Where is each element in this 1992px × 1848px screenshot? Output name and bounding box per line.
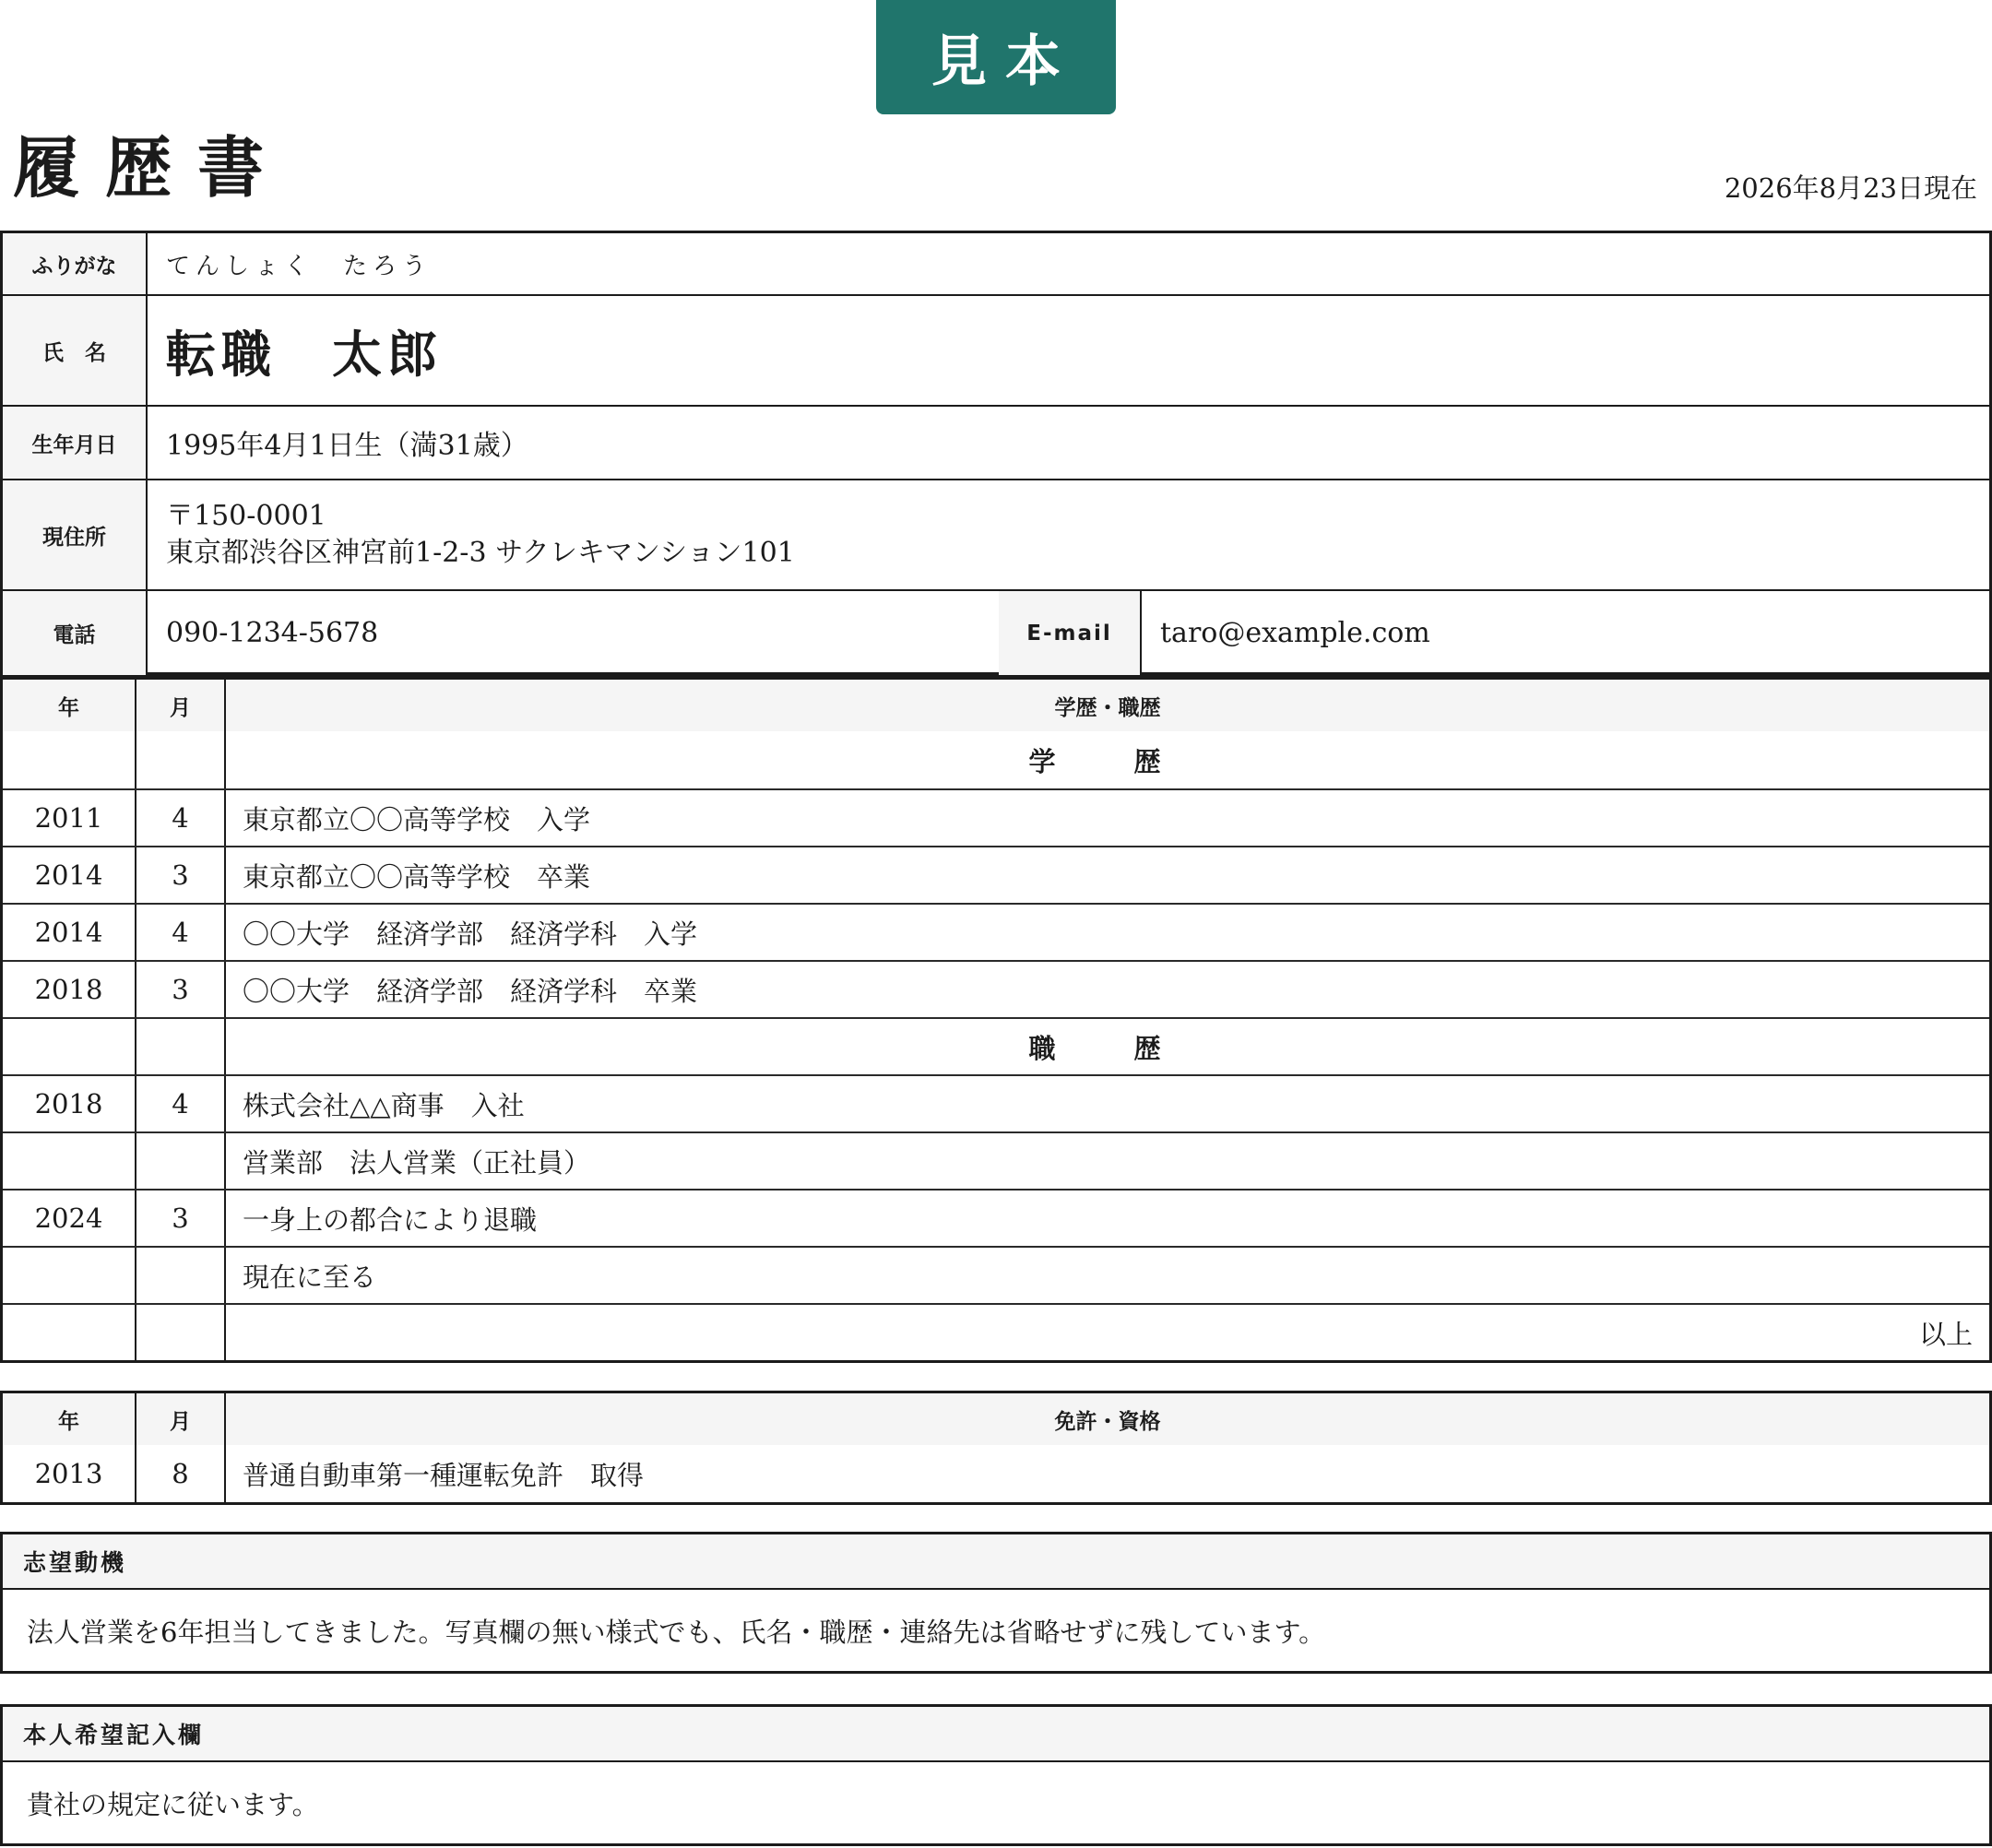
content-header: 免許・資格: [1054, 1409, 1161, 1434]
row-text: 〇〇大学 経済学部 経済学科 入学: [243, 918, 698, 950]
row-year: 2024: [3, 1191, 136, 1246]
birth-label: 生年月日: [3, 407, 148, 479]
row-text: 現在に至る: [243, 1261, 377, 1293]
row-month: 3: [136, 962, 226, 1017]
postal-code: 〒150-0001: [166, 500, 326, 532]
row-year: [3, 1019, 136, 1074]
row-month: 3: [136, 847, 226, 903]
row-text: 東京都立〇〇高等学校 入学: [243, 803, 591, 835]
row-month: 4: [136, 790, 226, 846]
education-work-history-table: [0, 677, 1992, 1363]
table-row: [3, 1131, 1989, 1189]
row-text: 普通自動車第一種運転免許 取得: [243, 1459, 645, 1491]
row-text: 〇〇大学 経済学部 経済学科 卒業: [243, 975, 698, 1007]
furigana-label: ふりがな: [3, 233, 148, 294]
furigana-row: [3, 233, 1989, 296]
year-header: 年: [3, 1393, 136, 1445]
end-marker: 以上: [1918, 1318, 1973, 1350]
row-month: 4: [136, 905, 226, 960]
year-header: 年: [3, 680, 136, 731]
row-year: [3, 1133, 136, 1189]
row-text: 一身上の都合により退職: [243, 1203, 538, 1236]
row-text: 営業部 法人営業（正社員）: [243, 1146, 591, 1179]
row-year: 2014: [3, 905, 136, 960]
requests-text: 貴社の規定に従います。: [27, 1788, 319, 1820]
row-year: 2014: [3, 847, 136, 903]
licenses-header-row: [3, 1393, 1989, 1445]
requests-label: 本人希望記入欄: [3, 1707, 1989, 1762]
birth-row: [3, 407, 1989, 480]
sample-stamp: 見本: [876, 0, 1116, 114]
table-row: [3, 1017, 1989, 1074]
table-row: [3, 1189, 1989, 1246]
table-row: [3, 1074, 1989, 1131]
birth-value: 1995年4月1日生（満31歳）: [166, 430, 528, 462]
requests-box: [0, 1704, 1992, 1846]
month-header: 月: [136, 680, 226, 731]
name-row: [3, 296, 1989, 407]
name-value: 転職 太郎: [166, 324, 443, 384]
row-month: [136, 1019, 226, 1074]
row-month: [136, 731, 226, 788]
table-row: [3, 1246, 1989, 1303]
row-year: [3, 731, 136, 788]
name-label: 氏 名: [3, 296, 148, 405]
content-header: 学歴・職歴: [1054, 695, 1161, 720]
motivation-label: 志望動機: [3, 1534, 1989, 1590]
table-row: [3, 731, 1989, 788]
row-year: 2018: [3, 1076, 136, 1131]
row-text: 東京都立〇〇高等学校 卒業: [243, 860, 591, 893]
motivation-box: [0, 1532, 1992, 1674]
address-text: 東京都渋谷区神宮前1-2-3 サクレキマンション101: [166, 537, 795, 569]
row-year: 2011: [3, 790, 136, 846]
table-row: [3, 1303, 1989, 1360]
as-of-date: 2026年8月23日現在: [1724, 172, 1977, 204]
table-row: [3, 788, 1989, 846]
email-value: taro@example.com: [1160, 617, 1430, 649]
address-label: 現住所: [3, 480, 148, 589]
email-label: E-mail: [999, 591, 1142, 675]
row-month: [136, 1305, 226, 1360]
row-text: 株式会社△△商事 入社: [243, 1089, 525, 1121]
table-row: [3, 903, 1989, 960]
row-year: 2018: [3, 962, 136, 1017]
row-month: [136, 1248, 226, 1303]
row-month: [136, 1133, 226, 1189]
motivation-text: 法人営業を6年担当してきました。写真欄の無い様式でも、氏名・職歴・連絡先は省略せずに残しています。: [27, 1616, 1326, 1648]
row-year: 2013: [3, 1445, 136, 1502]
personal-info-box: [0, 231, 1992, 677]
table-row: [3, 960, 1989, 1017]
month-header: 月: [136, 1393, 226, 1445]
row-month: 3: [136, 1191, 226, 1246]
furigana-value: てんしょく たろう: [166, 252, 433, 280]
phone-label: 電話: [3, 591, 148, 675]
document-title: 履歴書: [13, 128, 290, 207]
row-month: 4: [136, 1076, 226, 1131]
table-row: [3, 1445, 1989, 1502]
contact-row: [3, 591, 1989, 675]
row-year: [3, 1248, 136, 1303]
phone-value: 090-1234-5678: [166, 617, 379, 649]
row-month: 8: [136, 1445, 226, 1502]
licenses-table: [0, 1391, 1992, 1505]
section-heading: 学 歴: [1028, 745, 1187, 777]
address-row: [3, 480, 1989, 591]
history-header-row: [3, 680, 1989, 731]
section-heading: 職 歴: [1028, 1032, 1187, 1064]
table-row: [3, 846, 1989, 903]
address-value: [148, 480, 1989, 589]
row-year: [3, 1305, 136, 1360]
